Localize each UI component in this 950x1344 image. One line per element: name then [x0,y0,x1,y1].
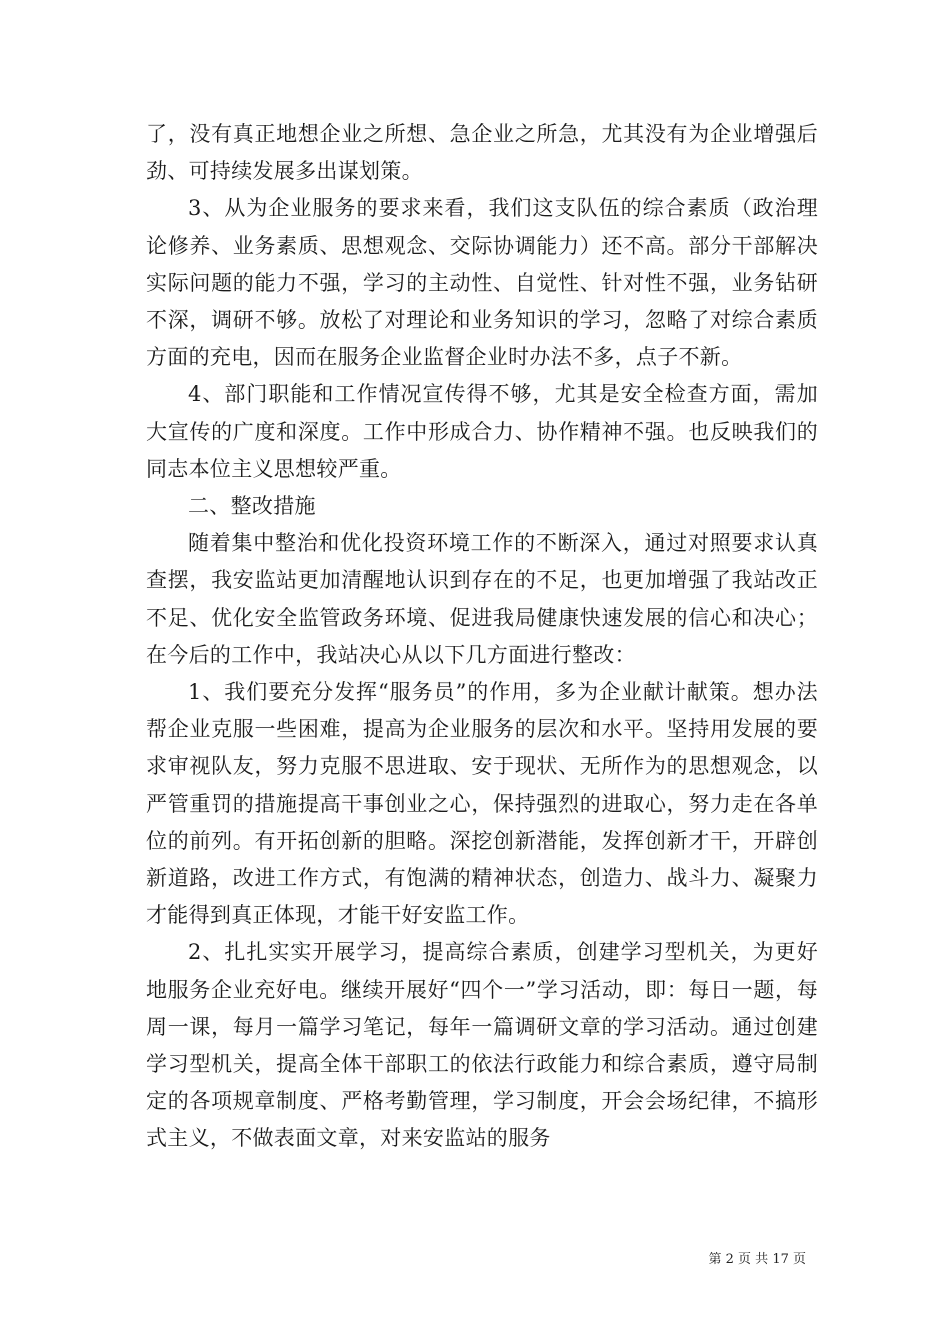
page-number-footer: 第 2 页 共 17 页 [708,1252,806,1267]
paragraph-point-3: 3、从为企业服务的要求来看，我们这支队伍的综合素质（政治理论修养、业务素质、思想观念、交际协调能力）还不高。部分干部解决实际问题的能力不强，学习的主动性、自觉性、针对性不强，业务钻研不深，调研不够。放松了对理论和业务知识的学习，忽略了对综合素质方面的充电，因而在服务企业监督企业时办法不多，点子不新。 [146,196,818,370]
paragraph-measure-2: 2、扎扎实实开展学习，提高综合素质，创建学习型机关，为更好地服务企业充好电。继续开展好“四个一”学习活动，即：每日一题，每周一课，每月一篇学习笔记，每年一篇调研文章的学习活动。通过创建学习型机关，提高全体干部职工的依法行政能力和综合素质，遵守局制定的各项规章制度、严格考勤管理，学习制度，开会会场纪律，不搞形式主义，不做表面文章，对来安监站的服务 [146,940,818,1151]
paragraph-intro: 随着集中整治和优化投资环境工作的不断深入，通过对照要求认真查摆，我安监站更加清醒地认识到存在的不足，也更加增强了我站改正不足、优化安全监管政务环境、促进我局健康快速发展的信心和决心；在今后的工作中，我站决心从以下几方面进行整改： [146,531,818,667]
paragraph-measure-1: 1、我们要充分发挥“服务员”的作用，多为企业献计献策。想办法帮企业克服一些困难，提高为企业服务的层次和水平。坚持用发展的要求审视队友，努力克服不思进取、安于现状、无所作为的思想观念，以严管重罚的措施提高干事创业之心，保持强烈的进取心，努力走在各单位的前列。有开拓创新的胆略。深挖创新潜能，发挥创新才干，开辟创新道路，改进工作方式，有饱满的精神状态，创造力、战斗力、凝聚力才能得到真正体现，才能干好安监工作。 [146,680,818,928]
document-body [146,116,818,1158]
paragraph-point-4: 4、部门职能和工作情况宣传得不够，尤其是安全检查方面，需加大宣传的广度和深度。工作中形成合力、协作精神不强。也反映我们的同志本位主义思想较严重。 [146,382,818,481]
paragraph-continuation: 了，没有真正地想企业之所想、急企业之所急，尤其没有为企业增强后劲、可持续发展多出谋划策。 [146,122,818,184]
section-heading-rectification: 二、整改措施 [188,494,316,519]
